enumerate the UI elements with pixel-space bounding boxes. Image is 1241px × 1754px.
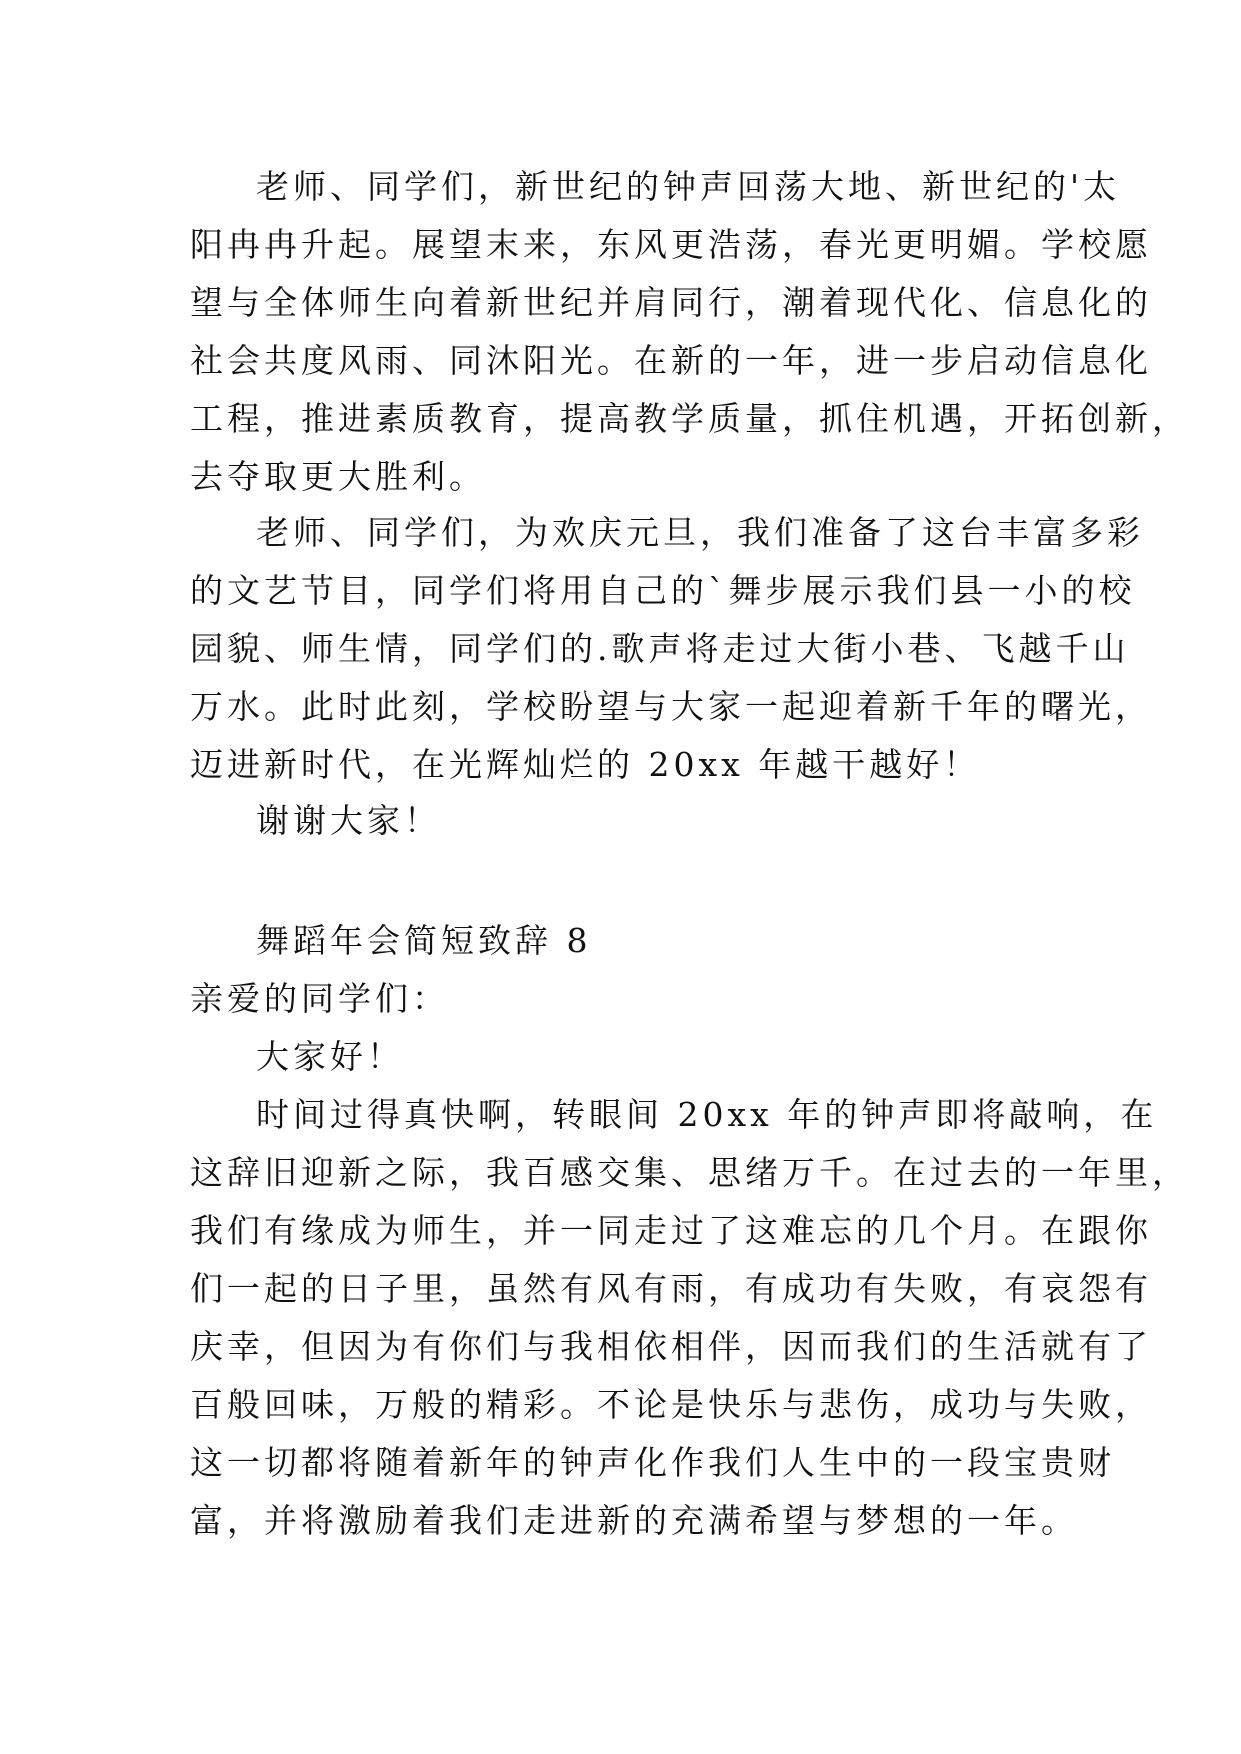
paragraph-1: [190, 158, 1189, 506]
paragraph-2: [190, 504, 1152, 794]
paragraph-line: 社会共度风雨、同沐阳光。在新的一年，进一步启动信息化: [190, 341, 1152, 380]
paragraph-line: 们一起的日子里，虽然有风有雨，有成功有失败，有哀怨有: [190, 1269, 1152, 1308]
paragraph-line: 园貌、师生情，同学们的.歌声将走过大街小巷、飞越千山: [190, 629, 1130, 668]
greeting: 大家好！: [256, 1037, 404, 1076]
paragraph-line: 这辞旧迎新之际，我百感交集、思绪万千。在过去的一年里，: [190, 1153, 1189, 1192]
paragraph-line: 庆幸，但因为有你们与我相依相伴，因而我们的生活就有了: [190, 1327, 1152, 1366]
thanks-line: 谢谢大家！: [256, 801, 441, 840]
paragraph-line: 我们有缘成为师生，并一同走过了这难忘的几个月。在跟你: [190, 1211, 1152, 1250]
paragraph-line: 工程，推进素质教育，提高教学质量，抓住机遇，开拓创新，: [190, 399, 1189, 438]
paragraph-line: 阳冉冉升起。展望末来，东风更浩荡，春光更明媚。学校愿: [190, 225, 1152, 264]
paragraph-line: 的文艺节目，同学们将用自己的`舞步展示我们县一小的校: [190, 571, 1136, 610]
paragraph-line: 老师、同学们，新世纪的钟声回荡大地、新世纪的'太: [256, 167, 1121, 206]
section-title: 舞蹈年会简短致辞 8: [256, 921, 592, 960]
paragraph-line: 万水。此时此刻，学校盼望与大家一起迎着新千年的曙光，: [190, 687, 1152, 726]
paragraph-line: 去夺取更大胜利。: [190, 457, 486, 496]
paragraph-3: [190, 1086, 1189, 1550]
paragraph-line: 望与全体师生向着新世纪并肩同行，潮着现代化、信息化的: [190, 283, 1152, 322]
paragraph-line: 迈进新时代，在光辉灿烂的 20xx 年越干越好！: [190, 745, 981, 784]
salutation: 亲爱的同学们：: [190, 979, 449, 1018]
paragraph-line: 百般回味，万般的精彩。不论是快乐与悲伤，成功与失败，: [190, 1385, 1152, 1424]
paragraph-line: 富，并将激励着我们走进新的充满希望与梦想的一年。: [190, 1501, 1078, 1540]
paragraph-line: 这一切都将随着新年的钟声化作我们人生中的一段宝贵财: [190, 1443, 1115, 1482]
paragraph-line: 老师、同学们，为欢庆元旦，我们准备了这台丰富多彩: [256, 513, 1144, 552]
paragraph-line: 时间过得真快啊，转眼间 20xx 年的钟声即将敲响，在: [256, 1095, 1158, 1134]
